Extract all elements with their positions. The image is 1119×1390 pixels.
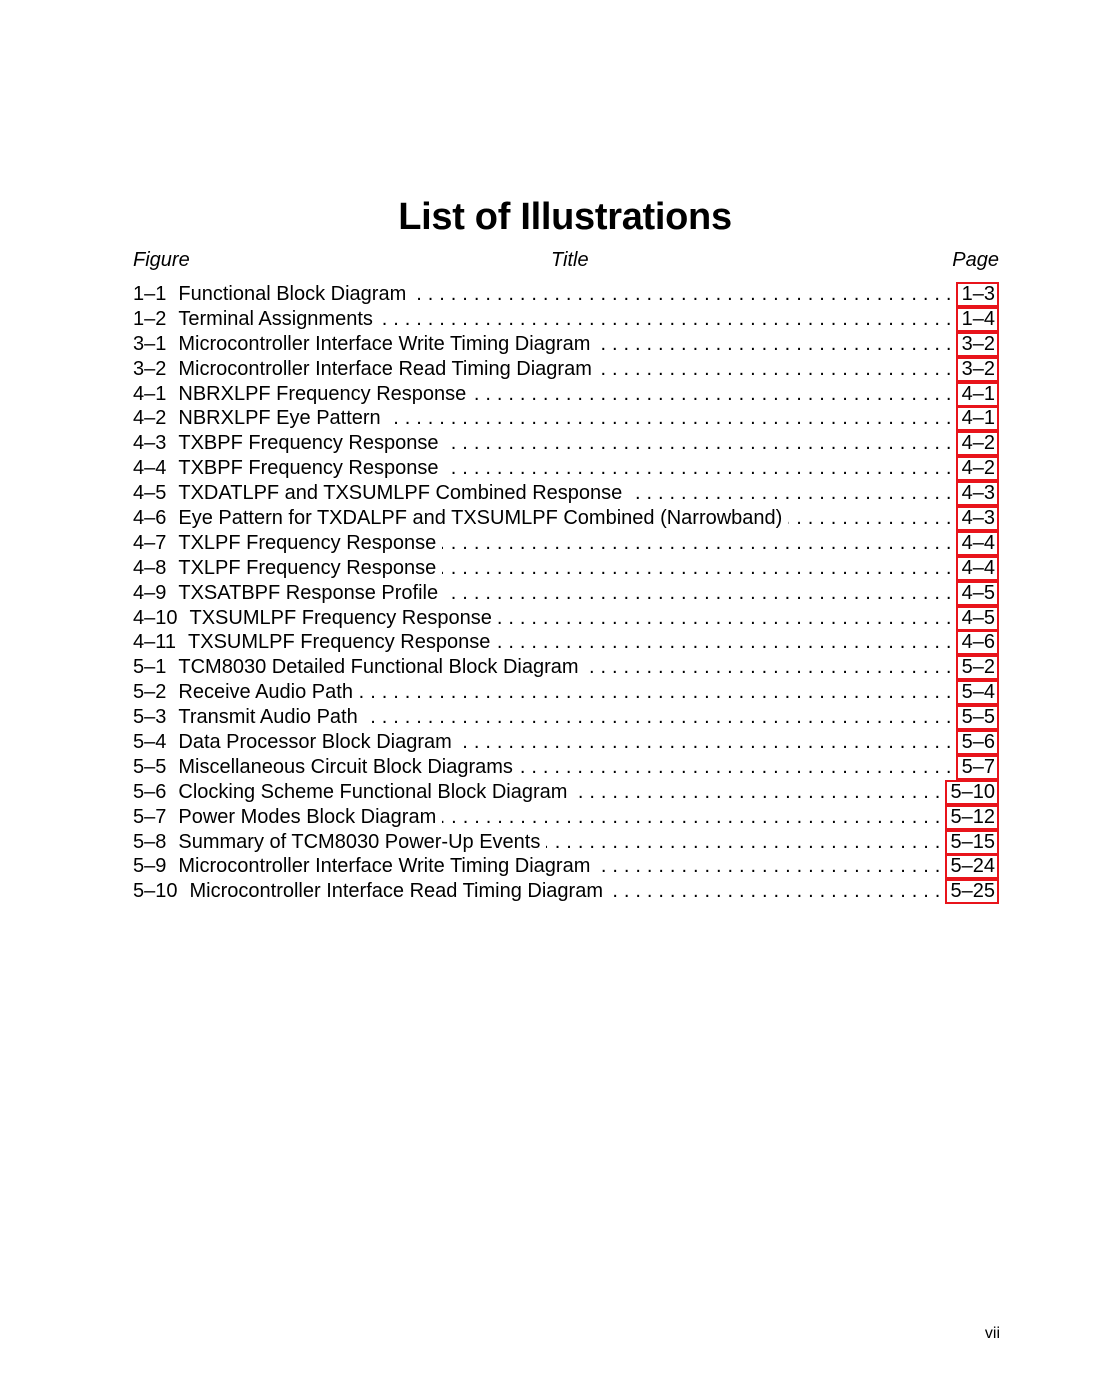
dot-leader: [573, 780, 940, 805]
page-link[interactable]: 5–10: [945, 780, 1000, 805]
page-link[interactable]: 4–6: [956, 630, 999, 655]
page-link[interactable]: 4–4: [956, 556, 999, 581]
figure-number: 4–6: [133, 507, 167, 530]
figure-title: Microcontroller Interface Read Timing Diagram: [189, 880, 603, 903]
page-link[interactable]: 4–1: [956, 382, 999, 407]
header-page: Page: [952, 249, 999, 271]
toc-entry: [133, 357, 999, 382]
page-link[interactable]: 5–12: [945, 805, 1000, 830]
toc-entry: [133, 680, 999, 705]
toc-entry: [133, 630, 999, 655]
figure-number: 5–6: [133, 780, 167, 803]
figure-number: 5–2: [133, 681, 167, 704]
toc-entry: [133, 730, 999, 755]
illustrations-list: [133, 282, 999, 904]
toc-entry: [133, 705, 999, 730]
figure-title: Summary of TCM8030 Power-Up Events: [178, 830, 541, 853]
figure-title: NBRXLPF Eye Pattern: [178, 407, 381, 430]
dot-leader: [442, 531, 951, 556]
figure-title: Miscellaneous Circuit Block Diagrams: [178, 755, 513, 778]
figure-title: Clocking Scheme Functional Block Diagram: [178, 780, 568, 803]
dot-leader: [359, 680, 952, 705]
figure-number: 5–10: [133, 880, 178, 903]
dot-leader: [472, 382, 951, 407]
page-link[interactable]: 4–5: [956, 606, 999, 631]
dot-leader: [442, 805, 940, 830]
figure-number: 5–3: [133, 706, 167, 729]
page-link[interactable]: 3–2: [956, 332, 999, 357]
toc-entry: [133, 755, 999, 780]
toc-entry: [133, 556, 999, 581]
column-headers: [133, 249, 999, 273]
dot-leader: [585, 655, 952, 680]
figure-number: 4–3: [133, 432, 167, 455]
toc-entry: [133, 830, 999, 855]
page-number: vii: [984, 1325, 1000, 1342]
page-link[interactable]: 4–3: [956, 506, 999, 531]
toc-entry: [133, 382, 999, 407]
figure-number: 3–1: [133, 332, 167, 355]
dot-leader: [609, 879, 941, 904]
toc-entry: [133, 456, 999, 481]
page-link[interactable]: 4–5: [956, 581, 999, 606]
dot-leader: [546, 830, 940, 855]
toc-entry: [133, 879, 999, 904]
page-link[interactable]: 5–5: [956, 705, 999, 730]
figure-title: TXLPF Frequency Response: [178, 531, 437, 554]
figure-number: 4–9: [133, 581, 167, 604]
page-link[interactable]: 1–4: [956, 307, 999, 332]
page-link[interactable]: 5–7: [956, 755, 999, 780]
figure-title: Microcontroller Interface Write Timing Diagram: [178, 855, 591, 878]
toc-entry: [133, 332, 999, 357]
figure-number: 4–10: [133, 606, 178, 629]
dot-leader: [598, 357, 952, 382]
page-link[interactable]: 4–1: [956, 406, 999, 431]
dot-leader: [442, 556, 951, 581]
toc-entry: [133, 805, 999, 830]
toc-entry: [133, 606, 999, 631]
figure-title: Transmit Audio Path: [178, 706, 358, 729]
dot-leader: [364, 705, 952, 730]
dot-leader: [387, 406, 952, 431]
figure-number: 1–1: [133, 283, 167, 305]
figure-title: TXLPF Frequency Response: [178, 556, 437, 579]
toc-entry: [133, 506, 999, 531]
page-link[interactable]: 3–2: [956, 357, 999, 382]
dot-leader: [519, 755, 952, 780]
figure-number: 4–2: [133, 407, 167, 430]
page-link[interactable]: 5–25: [945, 879, 1000, 904]
page-title: List of Illustrations: [398, 196, 732, 238]
figure-title: TXBPF Frequency Response: [178, 457, 439, 480]
page-link[interactable]: 4–2: [956, 456, 999, 481]
figure-number: 5–9: [133, 855, 167, 878]
figure-number: 5–8: [133, 830, 167, 853]
figure-title: TXSATBPF Response Profile: [178, 581, 439, 604]
figure-number: 4–5: [133, 482, 167, 505]
figure-number: 5–1: [133, 656, 167, 679]
dot-leader: [444, 581, 952, 606]
figure-number: 3–2: [133, 357, 167, 380]
header-figure: Figure: [133, 249, 190, 271]
page-link[interactable]: 5–6: [956, 730, 999, 755]
figure-number: 5–5: [133, 755, 167, 778]
figure-number: 4–8: [133, 556, 167, 579]
figure-number: 4–7: [133, 531, 167, 554]
figure-title: Power Modes Block Diagram: [178, 805, 437, 828]
figure-title: TXDATLPF and TXSUMLPF Combined Response: [178, 482, 623, 505]
dot-leader: [445, 456, 952, 481]
page-link[interactable]: 4–4: [956, 531, 999, 556]
toc-entry: [133, 406, 999, 431]
figure-title: Receive Audio Path: [178, 681, 353, 704]
figure-title: Functional Block Diagram: [178, 283, 407, 305]
dot-leader: [596, 332, 951, 357]
page-link[interactable]: 5–4: [956, 680, 999, 705]
figure-number: 4–11: [133, 631, 177, 654]
page-link[interactable]: 4–3: [956, 481, 999, 506]
figure-number: 5–7: [133, 805, 167, 828]
figure-title: Terminal Assignments: [178, 307, 373, 330]
page-link[interactable]: 4–2: [956, 431, 999, 456]
dot-leader: [412, 282, 951, 307]
dot-leader: [788, 506, 951, 531]
dot-leader: [458, 730, 952, 755]
toc-entry: [133, 481, 999, 506]
figure-title: TXSUMLPF Frequency Response: [189, 606, 492, 629]
toc-entry: [133, 655, 999, 680]
toc-entry: [133, 780, 999, 805]
dot-leader: [496, 630, 951, 655]
page-link[interactable]: 5–15: [945, 830, 1000, 855]
figure-number: 4–1: [133, 382, 167, 405]
toc-entry: [133, 307, 999, 332]
figure-title: Microcontroller Interface Read Timing Diagram: [178, 357, 592, 380]
figure-title: TXSUMLPF Frequency Response: [188, 631, 491, 654]
figure-title: Eye Pattern for TXDALPF and TXSUMLPF Combined (Narrowband): [178, 507, 783, 530]
dot-leader: [596, 854, 940, 879]
dot-leader: [628, 481, 951, 506]
toc-entry: [133, 581, 999, 606]
toc-entry: [133, 854, 999, 879]
page-link[interactable]: 5–2: [956, 655, 999, 680]
page-link[interactable]: 1–3: [956, 282, 999, 307]
header-title: Title: [551, 249, 589, 271]
page-link[interactable]: 5–24: [945, 854, 1000, 879]
figure-title: Data Processor Block Diagram: [178, 731, 452, 754]
figure-title: NBRXLPF Frequency Response: [178, 382, 467, 405]
toc-entry: [133, 531, 999, 556]
toc-entry: [133, 431, 999, 456]
figure-title: TXBPF Frequency Response: [178, 432, 439, 455]
figure-title: TCM8030 Detailed Functional Block Diagram: [178, 656, 579, 679]
figure-number: 5–4: [133, 731, 167, 754]
figure-number: 1–2: [133, 307, 167, 330]
toc-entry: [133, 282, 999, 307]
dot-leader: [445, 431, 952, 456]
figure-title: Microcontroller Interface Write Timing Diagram: [178, 332, 591, 355]
dot-leader: [379, 307, 952, 332]
dot-leader: [498, 606, 952, 631]
figure-number: 4–4: [133, 457, 167, 480]
